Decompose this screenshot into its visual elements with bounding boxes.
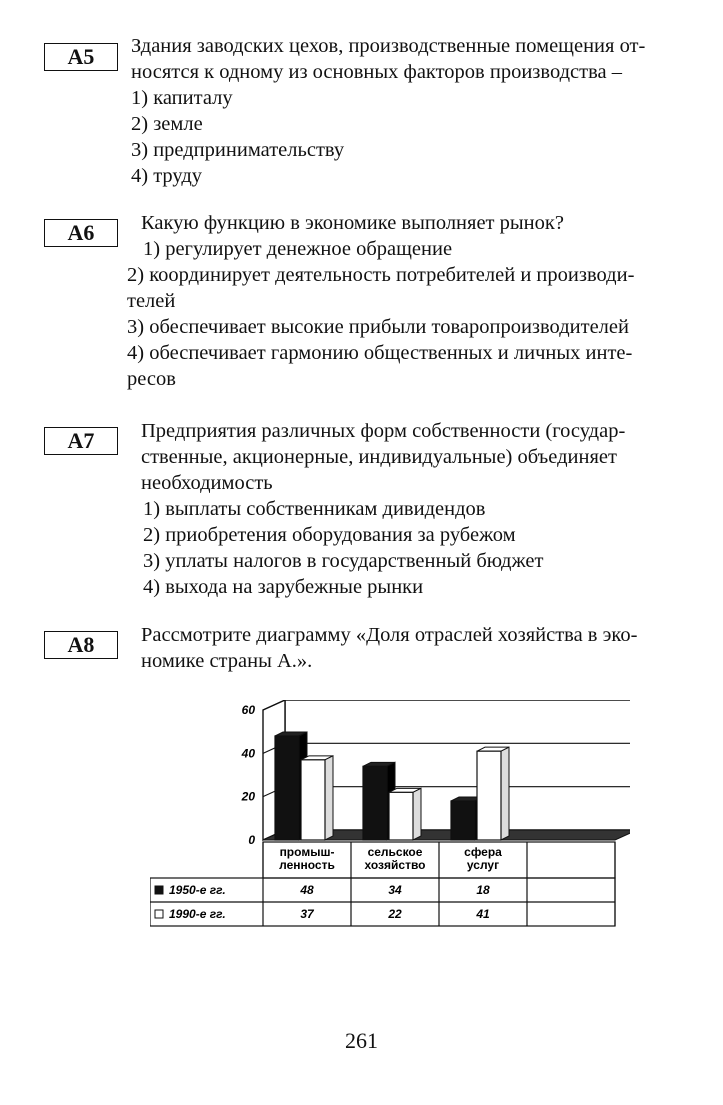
question-a6-options (127, 236, 687, 392)
stem-line: носятся к одному из основных факторов производства – (131, 61, 622, 83)
stem-line: Какую функцию в экономике выполняет рынок? (141, 212, 564, 234)
option-item: 2) приобретения оборудования за рубежом (143, 524, 516, 546)
question-label-a5: A5 (44, 43, 118, 71)
legend-entry: 1950-е гг. (169, 883, 226, 897)
bar-1950s (275, 736, 299, 840)
y-tick-label: 20 (241, 789, 255, 804)
bar-side (501, 747, 509, 840)
option-item: 3) обеспечивает высокие прибыли товаропроизводителей (127, 316, 629, 338)
question-a7-options (143, 496, 543, 600)
option-item: 4) обеспечивает гармонию общественных и личных инте- (127, 342, 633, 364)
option-item: 1) капиталу (131, 87, 233, 109)
category-label: сфера (464, 845, 502, 859)
question-a5-stem (131, 33, 691, 85)
stem-line: ственные, акционерные, индивидуальные) объединяет (141, 446, 617, 468)
stem-line: Здания заводских цехов, производственные помещения от- (131, 35, 646, 57)
legend-entry: 1990-е гг. (169, 907, 226, 921)
bar-1990s (301, 760, 325, 840)
question-a7-stem (141, 418, 691, 496)
stem-line: номике страны А.». (141, 650, 313, 672)
legend-swatch (155, 886, 163, 894)
question-a6-stem (141, 210, 564, 236)
category-label: услуг (466, 858, 500, 872)
stem-line: Рассмотрите диаграмму «Доля отраслей хозяйства в эко- (141, 624, 638, 646)
option-item: 2) земле (131, 113, 203, 135)
legend-swatch (155, 910, 163, 918)
question-a5-options (131, 85, 344, 189)
category-label: промыш- (279, 845, 335, 859)
option-item: 1) выплаты собственникам дивидендов (143, 498, 486, 520)
bar-1950s (363, 766, 387, 840)
option-item: 3) предпринимательству (131, 139, 345, 161)
option-item: 3) уплаты налогов в государственный бюджет (143, 550, 544, 572)
y-tick-label: 40 (241, 746, 255, 761)
option-item: ресов (127, 368, 176, 390)
option-item: 4) труду (131, 165, 203, 187)
category-label: ленность (279, 858, 335, 872)
stem-line: Предприятия различных форм собственности (государ- (141, 420, 626, 442)
data-label: 18 (476, 883, 490, 897)
category-label: сельское (367, 845, 423, 859)
option-item: 1) регулирует денежное обращение (143, 238, 453, 260)
data-label: 34 (388, 883, 402, 897)
data-label: 48 (300, 883, 314, 897)
question-label-a7: A7 (44, 427, 118, 455)
y-tick-label: 60 (241, 703, 255, 717)
bar-side (325, 756, 333, 840)
bar-1950s (451, 801, 475, 840)
question-a8-stem (141, 622, 691, 674)
option-item: 4) выхода на зарубежные рынки (143, 576, 424, 598)
y-tick-label: 0 (248, 833, 255, 847)
question-label-a6: A6 (44, 219, 118, 247)
option-item: телей (127, 290, 176, 312)
question-label-a8: A8 (44, 631, 118, 659)
sector-share-chart (150, 700, 630, 935)
bar-side (413, 788, 421, 840)
stem-line: необходимость (141, 472, 273, 494)
page-number: 261 (345, 1028, 378, 1053)
bar-1990s (477, 751, 501, 840)
data-label: 22 (388, 907, 402, 921)
option-item: 2) координирует деятельность потребителей и производи- (127, 264, 635, 286)
data-label: 37 (300, 907, 314, 921)
category-label: хозяйство (364, 858, 426, 872)
bar-1990s (389, 792, 413, 840)
data-label: 41 (476, 907, 490, 921)
